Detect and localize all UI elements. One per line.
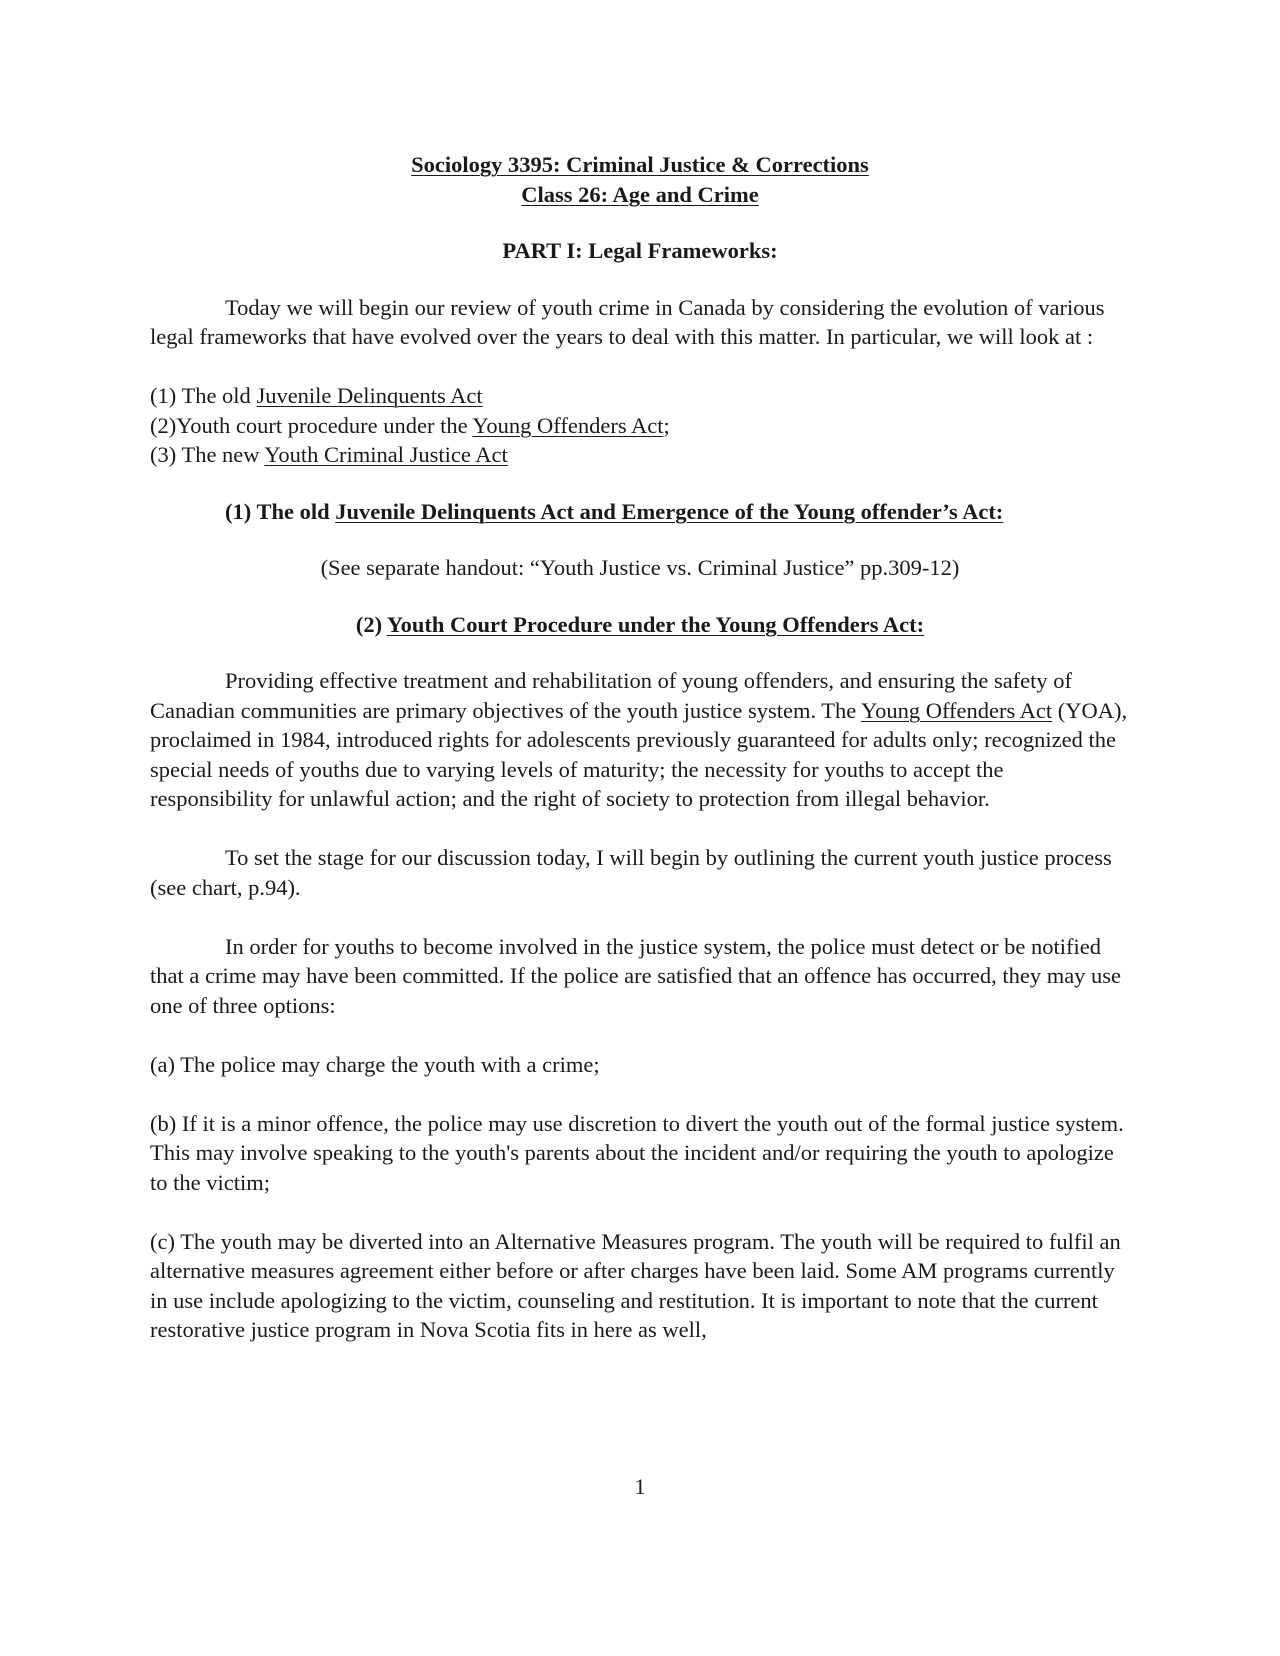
list-item: (2)Youth court procedure under the Young Offenders Act; — [150, 412, 670, 438]
act-name: Young Offenders Act — [472, 412, 664, 438]
list-item: (1) The old Juvenile Delinquents Act — [150, 383, 483, 408]
topic-list — [150, 381, 1130, 470]
part-title: PART I: Legal Frameworks: — [502, 238, 778, 263]
yoa-paragraph: Providing effective treatment and rehabilitation of young offenders, and ensuring the safety of Canadian communities are primary objectives of the youth justice system. The Young Offenders Act (YOA), proclaimed in 1984, introduced rights for adolescents previously guaranteed for adults only; recognized the special needs of youths due to varying levels of maturity; the necessity for youths to accept the responsibility for unlawful action; and the right of society to protection from illegal behavior. — [150, 668, 1128, 811]
act-name: Youth Criminal Justice Act — [264, 442, 508, 467]
course-title: Sociology 3395: Criminal Justice & Corrections — [411, 152, 869, 177]
section-2-heading: (2) Youth Court Procedure under the Young Offenders Act: — [355, 611, 925, 637]
act-name: Young Offenders Act — [861, 697, 1053, 723]
option-b: (b) If it is a minor offence, the police may use discretion to divert the youth out of the formal justice system. This may involve speaking to the youth's parents about the incident and/or requiring the youth to apologize to the victim; — [150, 1110, 1124, 1195]
list-item: (3) The new Youth Criminal Justice Act — [150, 442, 508, 467]
handout-note: (See separate handout: “Youth Justice vs. Criminal Justice” pp.309-12) — [320, 555, 960, 580]
option-c: (c) The youth may be diverted into an Alternative Measures program. The youth will be required to fulfil an alternative measures agreement either before or after charges have been laid. Some AM programs currently in use include apologizing to the victim, counseling and restitution. It is important to note that the current restorative justice program in Nova Scotia fits in here as well, — [150, 1228, 1121, 1342]
class-title: Class 26: Age and Crime — [521, 181, 759, 207]
page-number: 1 — [634, 1474, 646, 1499]
section-1-heading: (1) The old Juvenile Delinquents Act and Emergence of the Young offender’s Act: — [225, 498, 1004, 524]
involvement-paragraph: In order for youths to become involved in the justice system, the police must detect or be notified that a crime may have been committed. If the police are satisfied that an offence has occurred, they may use one of three options: — [150, 933, 1122, 1018]
option-a: (a) The police may charge the youth with a crime; — [150, 1051, 600, 1077]
act-name: Juvenile Delinquents Act — [256, 383, 483, 408]
document-page — [150, 150, 1130, 1345]
intro-paragraph: Today we will begin our review of youth crime in Canada by considering the evolution of various legal frameworks that have evolved over the years to deal with this matter. In particular, we will look at : — [150, 294, 1105, 349]
process-paragraph: To set the stage for our discussion today, I will begin by outlining the current youth justice process (see chart, p.94). — [150, 845, 1112, 900]
